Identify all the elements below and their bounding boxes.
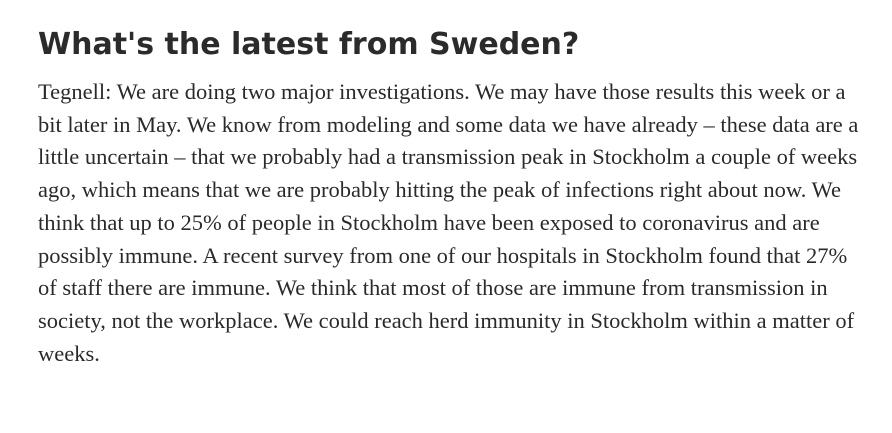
article: [38, 22, 870, 370]
article-paragraph: Tegnell: We are doing two major investigations. We may have those results this week or a bit later in May. We know from modeling and some data we have already – these data are a little uncertain – that we probably had a transmission peak in Stockholm a couple of weeks ago, which means that we are probably hitting the peak of infections right about now. We think that up to 25% of people in Stockholm have been exposed to coronavirus and are possibly immune. A recent survey from one of our hospitals in Stockholm found that 27% of staff there are immune. We think that most of those are immune from transmission in society, not the workplace. We could reach herd immunity in Stockholm within a matter of weeks.: [38, 79, 859, 366]
section-heading: What's the latest from Sweden?: [38, 27, 580, 62]
